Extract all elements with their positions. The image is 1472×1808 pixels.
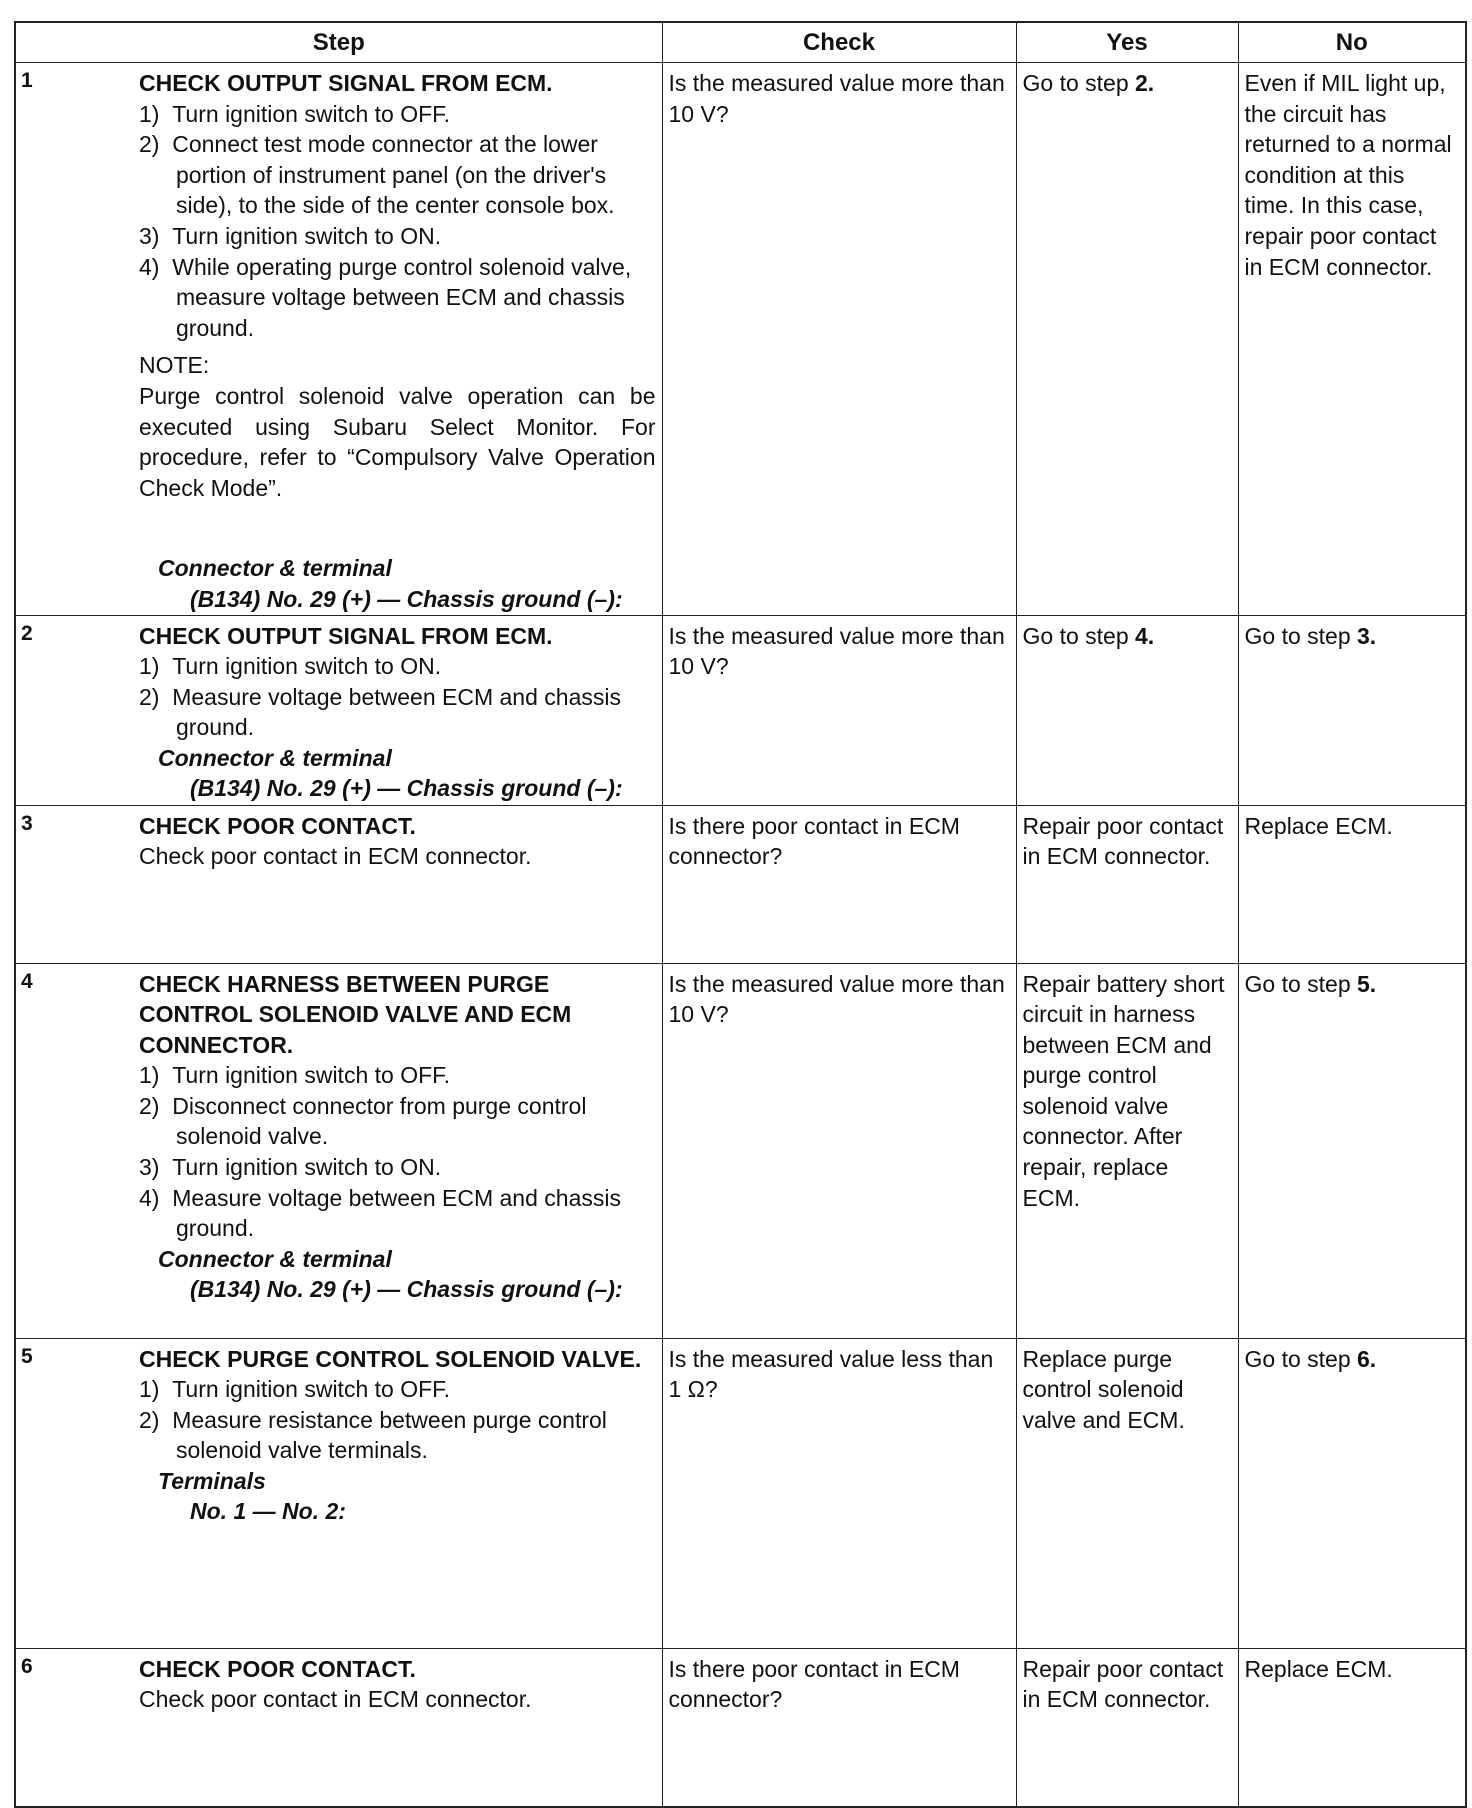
step-cell (15, 1648, 662, 1807)
terminal-value: (B134) No. 29 (+) — Chassis ground (–): (190, 775, 623, 802)
yes-cell: Go to step 2. (1016, 63, 1238, 616)
header-row (15, 22, 1466, 63)
step-cell (15, 63, 662, 616)
list-item: 3) Turn ignition switch to ON. (139, 222, 442, 249)
no-cell: Even if MIL light up, the circuit has returned to a normal condition at this time. In this case, repair poor contact in ECM connector. (1238, 63, 1466, 616)
check-cell: Is there poor contact in ECM connector? (662, 1648, 1016, 1807)
step-number: 6 (21, 1654, 33, 1678)
list-item: 4) Measure voltage between ECM and chassis ground. (139, 1184, 621, 1242)
table-row (15, 1338, 1466, 1648)
step-cell (15, 1338, 662, 1648)
step-title: CHECK POOR CONTACT. (139, 1655, 416, 1682)
yes-cell: Repair poor contact in ECM connector. (1016, 1648, 1238, 1807)
step-number: 2 (21, 621, 33, 645)
table-row (15, 63, 1466, 616)
no-cell: Go to step 5. (1238, 963, 1466, 1338)
list-item: 1) Turn ignition switch to OFF. (139, 1376, 451, 1403)
table-row (15, 1648, 1466, 1807)
terminal-value: (B134) No. 29 (+) — Chassis ground (–): (190, 1276, 623, 1303)
step-cell (15, 805, 662, 963)
yes-cell: Go to step 4. (1016, 615, 1238, 805)
check-cell: Is the measured value more than 10 V? (662, 963, 1016, 1338)
terminal-value: (B134) No. 29 (+) — Chassis ground (–): (190, 585, 623, 612)
yes-cell: Replace purge control solenoid valve and ECM. (1016, 1338, 1238, 1648)
check-cell: Is the measured value less than 1 Ω? (662, 1338, 1016, 1648)
no-cell: Replace ECM. (1238, 805, 1466, 963)
no-cell: Go to step 6. (1238, 1338, 1466, 1648)
step-title: CHECK OUTPUT SIGNAL FROM ECM. (139, 622, 553, 649)
step-body-text: Check poor contact in ECM connector. (139, 1686, 532, 1713)
diagnostic-table (14, 21, 1467, 1808)
list-item: 2) Connect test mode connector at the lower portion of instrument panel (on the driver's side), to the side of the center console box. (139, 131, 615, 219)
step-number: 1 (21, 69, 33, 92)
terminal-label: Connector & terminal (158, 555, 392, 582)
table-row (15, 805, 1466, 963)
sub-steps (139, 651, 656, 743)
list-item: 4) While operating purge control solenoid valve, measure voltage between ECM and chassis ground. (139, 253, 632, 341)
sub-steps (139, 99, 656, 344)
table-row (15, 963, 1466, 1338)
step-title: CHECK POOR CONTACT. (139, 812, 416, 839)
note-text: Purge control solenoid valve operation can be executed using Subaru Select Monitor. For procedure, refer to “Compulsory Valve Operation Check Mode”. (139, 382, 656, 501)
step-number: 5 (21, 1344, 33, 1368)
list-item: 2) Disconnect connector from purge control solenoid valve. (139, 1092, 587, 1150)
header-yes: Yes (1016, 22, 1238, 63)
list-item: 2) Measure resistance between purge control solenoid valve terminals. (139, 1406, 607, 1464)
check-cell: Is the measured value more than 10 V? (662, 63, 1016, 616)
yes-cell: Repair poor contact in ECM connector. (1016, 805, 1238, 963)
terminal-value: No. 1 — No. 2: (190, 1498, 346, 1525)
header-no: No (1238, 22, 1466, 63)
list-item: 1) Turn ignition switch to ON. (139, 653, 442, 680)
step-number: 3 (21, 811, 33, 835)
no-cell: Replace ECM. (1238, 1648, 1466, 1807)
list-item: 1) Turn ignition switch to OFF. (139, 1062, 451, 1089)
check-cell: Is the measured value more than 10 V? (662, 615, 1016, 805)
step-title: CHECK HARNESS BETWEEN PURGE CONTROL SOLENOID VALVE AND ECM CONNECTOR. (139, 970, 572, 1058)
step-title: CHECK PURGE CONTROL SOLENOID VALVE. (139, 1345, 642, 1372)
yes-cell: Repair battery short circuit in harness between ECM and purge control solenoid valve connector. After repair, replace ECM. (1016, 963, 1238, 1338)
sub-steps (139, 1374, 656, 1466)
table-row (15, 615, 1466, 805)
terminal-label: Connector & terminal (158, 744, 392, 771)
terminal-label: Connector & terminal (158, 1245, 392, 1272)
no-cell: Go to step 3. (1238, 615, 1466, 805)
sub-steps (139, 1060, 656, 1244)
step-cell (15, 615, 662, 805)
step-title: CHECK OUTPUT SIGNAL FROM ECM. (139, 70, 553, 96)
step-body-text: Check poor contact in ECM connector. (139, 843, 532, 870)
step-number: 4 (21, 969, 33, 993)
header-step: Step (15, 22, 662, 63)
list-item: 1) Turn ignition switch to OFF. (139, 100, 451, 127)
check-cell: Is there poor contact in ECM connector? (662, 805, 1016, 963)
list-item: 3) Turn ignition switch to ON. (139, 1154, 442, 1181)
note-label: NOTE: (139, 352, 210, 379)
list-item: 2) Measure voltage between ECM and chassis ground. (139, 683, 621, 741)
step-cell (15, 963, 662, 1338)
terminal-label: Terminals (158, 1467, 266, 1494)
header-check: Check (662, 22, 1016, 63)
